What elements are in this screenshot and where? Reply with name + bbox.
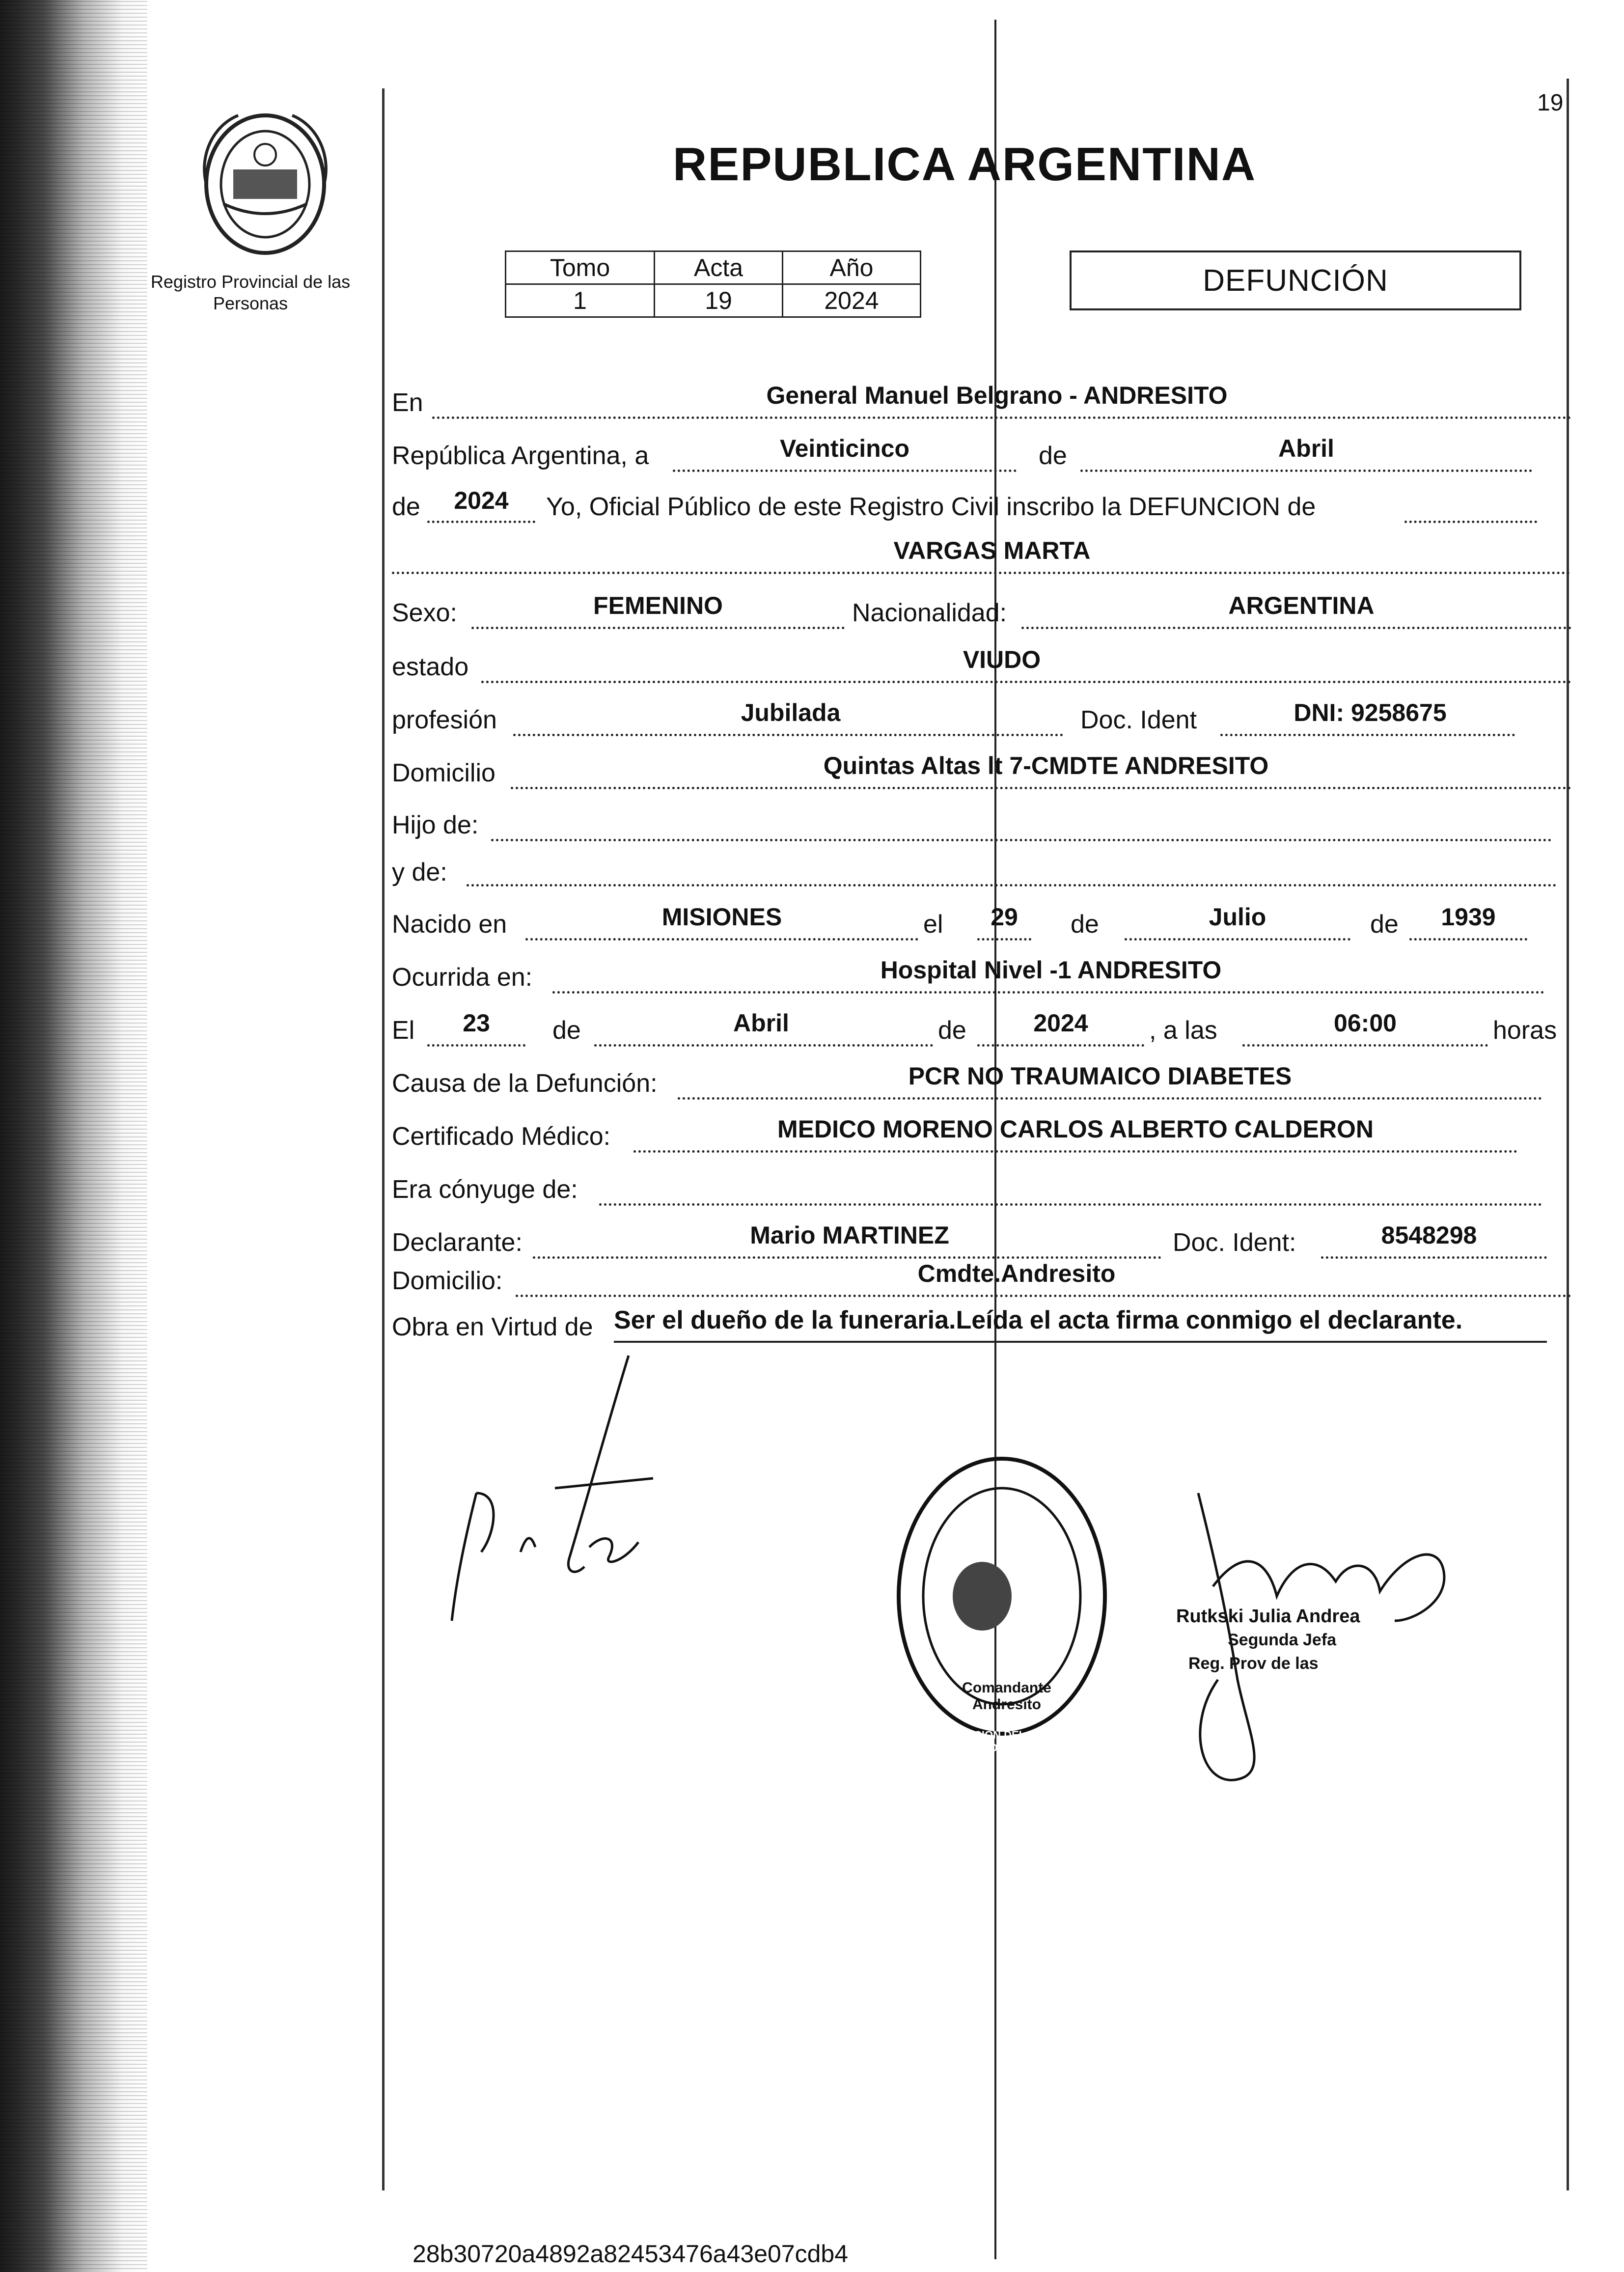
month-value: Abril: [1278, 435, 1334, 462]
death-year-value: 2024: [1033, 1009, 1088, 1037]
official-role: Segunda Jefa: [1228, 1631, 1337, 1649]
nacido-label: Nacido en: [392, 910, 507, 939]
nacionalidad-label: Nacionalidad:: [852, 599, 1007, 627]
birth-year-line: [1409, 938, 1527, 941]
hijo-label: Hijo de:: [392, 811, 479, 839]
estado-value: VIUDO: [963, 646, 1041, 673]
record-table: [505, 250, 921, 318]
certificado-value: MEDICO MORENO CARLOS ALBERTO CALDERON: [777, 1115, 1374, 1143]
nacionalidad-line: [1021, 627, 1571, 629]
yde-label: y de:: [392, 858, 447, 887]
acta-value: 19: [655, 284, 783, 317]
ocurrida-line: [552, 991, 1544, 994]
horas-label: horas: [1493, 1016, 1557, 1045]
de-label-5: de: [552, 1016, 581, 1045]
deceased-name-value: VARGAS MARTA: [893, 537, 1091, 564]
birth-day-value: 29: [991, 903, 1018, 931]
nacido-line: [525, 938, 918, 941]
en-label: En: [392, 388, 423, 417]
tomo-value: 1: [506, 284, 655, 317]
place-value: General Manuel Belgrano - ANDRESITO: [766, 382, 1228, 409]
declarante-line: [533, 1256, 1161, 1259]
causa-label: Causa de la Defunción:: [392, 1069, 658, 1098]
document-hash: 28b30720a4892a82453476a43e07cdb4: [413, 2240, 849, 2268]
time-line: [1242, 1044, 1488, 1047]
de-label-6: de: [938, 1016, 966, 1045]
profesion-line: [513, 734, 1063, 736]
doc-ident2-value: 8548298: [1381, 1221, 1477, 1249]
conyuge-label: Era cónyuge de:: [392, 1175, 578, 1204]
declarante-label: Declarante:: [392, 1228, 523, 1257]
page-title: REPUBLICA ARGENTINA: [673, 138, 1257, 191]
declarant-signature: [422, 1346, 727, 1650]
de-label-1: de: [1039, 442, 1067, 470]
death-day-line: [427, 1044, 525, 1047]
birth-day-line: [977, 938, 1031, 941]
statement-text: Yo, Oficial Público de este Registro Civil inscribo la DEFUNCION de: [546, 493, 1316, 521]
day-text-value: Veinticinco: [780, 435, 909, 462]
sexo-label: Sexo:: [392, 599, 457, 627]
month-line: [1080, 470, 1532, 472]
doc-ident-label: Doc. Ident: [1080, 706, 1197, 734]
statement-line: [1404, 521, 1537, 523]
certificado-line: [633, 1150, 1517, 1153]
death-day-value: 23: [463, 1009, 490, 1037]
record-type-box: DEFUNCIÓN: [1070, 250, 1521, 310]
name-line: [392, 572, 1570, 574]
conyuge-line: [599, 1203, 1542, 1206]
ano-header: Año: [783, 251, 921, 284]
de-label-3: de: [1071, 910, 1099, 939]
official-office: Reg. Prov de las: [1188, 1654, 1319, 1673]
sexo-line: [471, 627, 845, 629]
registry-caption: Registro Provincial de las Personas: [150, 272, 351, 313]
domicilio2-value: Cmdte.Andresito: [917, 1260, 1116, 1287]
causa-value: PCR NO TRAUMAICO DIABETES: [908, 1062, 1292, 1090]
nacido-value: MISIONES: [661, 903, 782, 931]
alas-label: , a las: [1149, 1016, 1217, 1045]
doc-ident-value: DNI: 9258675: [1294, 699, 1447, 726]
place-line: [432, 416, 1571, 419]
domicilio-line: [511, 787, 1571, 789]
domicilio2-line: [516, 1295, 1571, 1297]
scanner-edge: [0, 0, 147, 2272]
hijo-line: [491, 839, 1552, 841]
estado-label: estado: [392, 653, 469, 681]
tomo-header: Tomo: [506, 251, 655, 284]
doc-ident2-line: [1321, 1256, 1547, 1259]
domicilio-label: Domicilio: [392, 759, 495, 787]
obra-underline: [614, 1341, 1547, 1343]
nacionalidad-value: ARGENTINA: [1228, 592, 1375, 619]
page-number: 19: [1537, 90, 1564, 116]
profesion-label: profesión: [392, 706, 497, 734]
el-label: el: [923, 910, 943, 939]
certificado-label: Certificado Médico:: [392, 1122, 611, 1151]
yde-line: [467, 884, 1557, 887]
ano-value: 2024: [783, 284, 921, 317]
ocurrida-value: Hospital Nivel -1 ANDRESITO: [880, 956, 1222, 984]
obra-value: Ser el dueño de la funeraria.Leída el acta firma conmigo el declarante.: [614, 1306, 1463, 1334]
de-label-4: de: [1370, 910, 1399, 939]
declarante-value: Mario MARTINEZ: [750, 1221, 949, 1249]
death-time-value: 06:00: [1334, 1009, 1397, 1037]
provincial-seal-logo: [194, 106, 336, 263]
left-margin-line: [382, 88, 385, 2190]
death-month-value: Abril: [733, 1009, 789, 1037]
death-month-line: [594, 1044, 933, 1047]
profesion-value: Jubilada: [741, 699, 841, 726]
domicilio2-label: Domicilio:: [392, 1267, 503, 1295]
stamp-ring-text: DELEGACION DEL REGISTRO PROVINCIAL DE LAS PERSONAS: [920, 1729, 1093, 1754]
de-label-2: de: [392, 493, 420, 521]
birth-month-value: Julio: [1209, 903, 1266, 931]
estado-line: [481, 681, 1571, 683]
El-label: El: [392, 1016, 415, 1045]
doc-ident2-label: Doc. Ident:: [1173, 1228, 1296, 1257]
day-line: [673, 470, 1017, 472]
obra-label: Obra en Virtud de: [392, 1313, 593, 1341]
stamp-inner-text: Comandante Andresito: [962, 1680, 1051, 1713]
causa-line: [678, 1097, 1542, 1100]
right-margin-line: [1567, 79, 1569, 2190]
year-value: 2024: [454, 487, 509, 514]
birth-year-value: 1939: [1441, 903, 1496, 931]
official-name: Rutkski Julia Andrea: [1176, 1606, 1360, 1627]
domicilio-value: Quintas Altas lt 7-CMDTE ANDRESITO: [823, 752, 1269, 779]
year-line: [427, 521, 535, 523]
republic-label: República Argentina, a: [392, 442, 649, 470]
doc-ident-line: [1220, 734, 1515, 736]
birth-month-line: [1125, 938, 1350, 941]
death-year-line: [977, 1044, 1144, 1047]
sexo-value: FEMENINO: [593, 592, 723, 619]
acta-header: Acta: [655, 251, 783, 284]
ocurrida-label: Ocurrida en:: [392, 963, 533, 992]
